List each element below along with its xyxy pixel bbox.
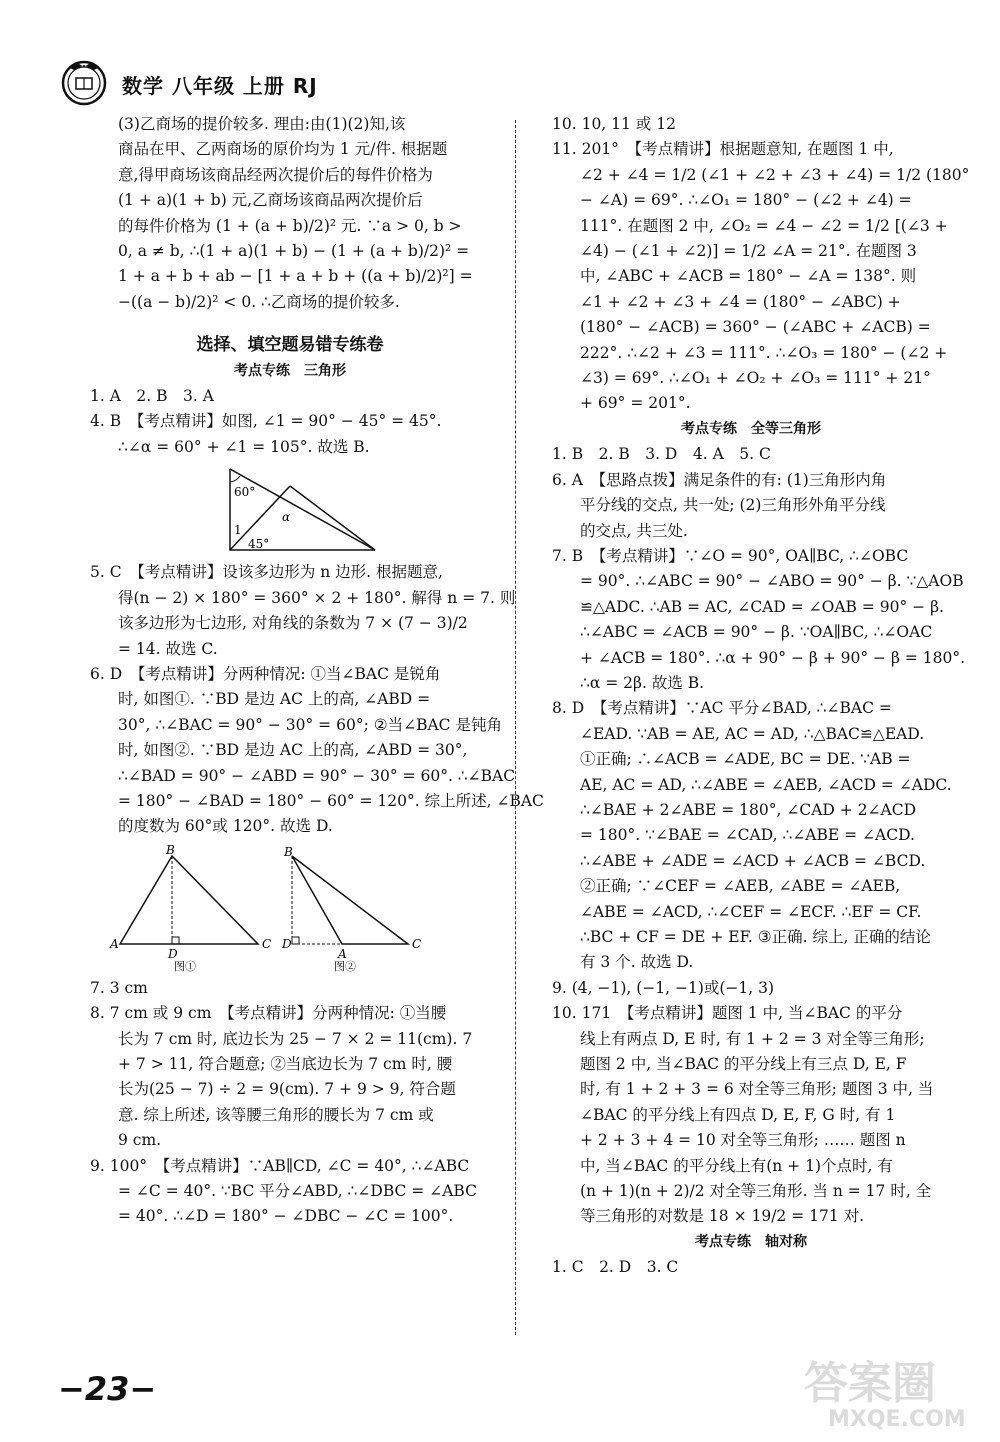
page-number: −23− [58,1370,157,1408]
answer-line: 10. 10, 11 或 12 [552,115,676,133]
answer-line: ∠ABE = ∠ACD, ∴∠CEF = ∠ECF. ∴EF = CF. [580,902,922,921]
answer-line: ∴∠ABE + ∠ADE = ∠ACD + ∠ACB = ∠BCD. [580,851,926,870]
text-line: (3)乙商场的提价较多. 理由:由(1)(2)知,该 [118,115,406,133]
answer-line: 题图 2 中, 当∠BAC 的平分线上有三点 D, E, F [580,1055,907,1074]
answer-line: (n + 1)(n + 2)/2 对全等三角形. 当 n = 17 时, 全 [580,1182,932,1201]
answer-line: = 180°. ∵∠BAE = ∠CAD, ∴∠ABE = ∠ACD. [580,826,915,845]
answer-line: = 90°. ∴∠ABC = 90° − ∠ABO = 90° − β. ∵△AOB [580,572,964,591]
subsection-title: 考点专练 全等三角形 [681,420,821,437]
answer-line: + 7 > 11, 符合题意; ②当底边长为 7 cm 时, 腰 [118,1054,453,1073]
answer-line: 5. C 【考点精讲】设该多边形为 n 边形. 根据题意, [90,563,443,582]
label-B1: B [166,842,175,857]
answer-line: ∴∠BAD = 90° − ∠ABD = 90° − 30° = 60°. ∴∠BAC [118,766,516,785]
answer-line: 该多边形为七边形, 对角线的条数为 7 × (7 − 3)/2 [118,614,468,633]
column-divider [515,120,516,1335]
answer-line: 的交点, 共三处. [580,521,688,540]
answer-line: 时, 如图①. ∵BD 是边 AC 上的高, ∠ABD = [118,690,431,709]
answer-line: ∠1 + ∠2 + ∠3 + ∠4 = (180° − ∠ABC) + [580,292,901,311]
answer-line: ∠4) − (∠1 + ∠2)] = 1/2 ∠A = 21°. 在题图 3 [580,242,917,261]
answer-line: 9 cm. [118,1131,162,1150]
answer-line: 222°. ∴∠2 + ∠3 = 111°. ∴∠O₃ = 180° − (∠2 + [580,343,948,362]
answer-line: 8. 7 cm 或 9 cm 【考点精讲】分两种情况: ①当腰 [90,1004,447,1023]
answer-line: 时, 如图②. ∵BD 是边 AC 上的高, ∠ABD = 30°, [118,741,468,760]
answer-line: 长为(25 − 7) ÷ 2 = 9(cm). 7 + 9 > 9, 符合题 [118,1080,456,1099]
figure-caption-2: 图② [334,959,356,973]
text-line: 商品在甲、乙两商场的原价均为 1 元/件. 根据题 [118,140,448,159]
answer-line: 得(n − 2) × 180° = 360° × 2 + 180°. 解得 n = 7. 则 [118,588,516,607]
angle-label-60: 60° [234,485,256,500]
answer-line: 6. A 【思路点拨】满足条件的有: (1)三角形内角 [552,470,887,489]
answer-line: ∴BC + CF = DE + EF. ③正确. 综上, 正确的结论 [580,928,931,946]
answer-line: 1. A 2. B 3. A [90,387,214,406]
intro-block [90,112,490,315]
label-D2: D [282,936,292,951]
answer-line: 的度数为 60°或 120°. 故选 D. [118,817,333,836]
answer-line: 平分线的交点, 共一处; (2)三角形外角平分线 [580,496,886,515]
answer-line: = 14. 故选 C. [118,639,218,658]
answer-line: = 180° − ∠BAD = 180° − 60° = 120°. 综上所述, ∠BAC [118,791,544,810]
label-D1: D [168,946,178,961]
answer-line: 等三角形的对数是 18 × 19/2 = 171 对. [580,1207,865,1226]
answer-line: = 40°. ∴∠D = 180° − ∠DBC − ∠C = 100°. [118,1207,454,1226]
answer-line: AE, AC = AD, ∴∠ABE = ∠AEB, ∠ACD = ∠ADC. [580,775,952,794]
answer-line: 9. 100° 【考点精讲】∵AB∥CD, ∠C = 40°, ∴∠ABC [90,1156,470,1175]
text-line: 意,得甲商场该商品经两次提价后的每件价格为 [118,165,433,184]
answer-line: 7. B 【考点精讲】∵∠O = 90°, OA∥BC, ∴∠OBC [552,546,909,565]
answer-line: ∴α = 2β. 故选 B. [580,673,705,692]
watermark-logo [798,1350,988,1432]
answer-line: ∴∠BAE + 2∠ABE = 180°, ∠CAD + 2∠ACD [580,800,917,819]
subsection-title: 考点专练 轴对称 [695,1233,807,1250]
answer-line: = ∠C = 40°. ∵BC 平分∠ABD, ∴∠DBC = ∠ABC [118,1182,477,1200]
answer-line: − ∠A) = 69°. ∴∠O₁ = 180° − (∠2 + ∠4) = [580,191,912,210]
label-B2: B [284,844,293,859]
answer-line: + ∠ACB = 180°. ∴α + 90° − β + 90° − β = 180°. [580,648,966,667]
answer-line: 6. D 【考点精讲】分两种情况: ①当∠BAC 是锐角 [90,664,441,683]
book-logo-icon [60,58,108,106]
answer-line: ∠BAC 的平分线上有四点 D, E, F, G 时, 有 1 [580,1105,896,1124]
figure-caption-1: 图① [174,959,196,973]
answer-line: 7. 3 cm [90,978,148,997]
answer-line: ∠EAD. ∵AB = AE, AC = AD, ∴△BAC≌△EAD. [580,724,925,743]
page-header [60,58,960,108]
answer-line: 有 3 个. 故选 D. [580,953,694,972]
answer-line: 中, ∠ABC + ∠ACB = 180° − ∠A = 138°. 则 [580,267,917,286]
answer-line: ∠2 + ∠4 = 1/2 (∠1 + ∠2 + ∠3 + ∠4) = 1/2 (180° [580,165,970,184]
answer-line: 4. B 【考点精讲】如图, ∠1 = 90° − 45° = 45°. [90,412,442,431]
answer-line: (180° − ∠ACB) = 360° − (∠ABC + ∠ACB) = [580,318,931,337]
answer-line: 111°. 在题图 2 中, ∠O₂ = ∠4 − ∠2 = 1/2 [(∠3 + [580,216,948,235]
header-title: 数学 八年级 上册 RJ [122,74,318,98]
answer-line: ①正确; ∴∠ACB = ∠ADE, BC = DE. ∵AB = [580,750,911,769]
answer-line: 10. 171 【考点精讲】题图 1 中, 当∠BAC 的平分 [552,1004,903,1023]
right-column [552,112,970,1281]
answer-line: 30°, ∴∠BAC = 90° − 30° = 60°; ②当∠BAC 是钝角 [118,715,502,734]
answer-line: ∠3) = 69°. ∴∠O₁ + ∠O₂ + ∠O₃ = 111° + 21° [580,369,931,388]
angle-label-alpha: α [282,510,291,525]
answer-line: 意. 综上所述, 该等腰三角形的腰长为 7 cm 或 [118,1105,434,1124]
answer-line: ∴∠α = 60° + ∠1 = 105°. 故选 B. [118,437,370,456]
angle-label-45: 45° [248,537,270,552]
answer-line: ≌△ADC. ∴AB = AC, ∠CAD = ∠OAB = 90° − β. [580,597,944,616]
answer-line: ∴∠ABC = ∠ACB = 90° − β. ∵OA∥BC, ∴∠OAC [580,623,933,642]
label-C1: C [262,936,272,951]
answer-line: 线上有两点 D, E 时, 有 1 + 2 = 3 对全等三角形; [580,1029,925,1048]
left-column [90,112,544,1230]
text-line: −((a − b)/2)² < 0. ∴乙商场的提价较多. [118,292,400,311]
label-A1: A [110,936,119,951]
answer-line: + 2 + 3 + 4 = 10 对全等三角形; …… 题图 n [580,1131,906,1150]
label-A2: A [338,946,347,961]
answer-line: 9. (4, −1), (−1, −1)或(−1, 3) [552,978,775,997]
watermark-url: MXQE.COM [828,1407,966,1432]
answer-line: 11. 201° 【考点精讲】根据题意知, 在题图 1 中, [552,140,894,159]
text-line: 的每件价格为 (1 + (a + b)/2)² 元. ∵a > 0, b > [118,216,462,235]
subsection-title: 考点专练 三角形 [234,362,346,379]
answer-line: 1. B 2. B 3. D 4. A 5. C [552,445,771,464]
answer-line: ②正确; ∵∠CEF = ∠AEB, ∠ABE = ∠AEB, [580,877,901,896]
answer-line: 长为 7 cm 时, 底边长为 25 − 7 × 2 = 11(cm). 7 [118,1029,473,1048]
watermark-text: 答案圈 [804,1358,936,1409]
answer-line: 时, 有 1 + 2 + 3 = 6 对全等三角形; 题图 3 中, 当 [580,1080,934,1099]
text-line: 0, a ≠ b, ∴(1 + a)(1 + b) − (1 + (a + b)/2)² = [118,242,470,261]
section-title: 选择、填空题易错专练卷 [196,335,384,356]
text-line: (1 + a)(1 + b) 元,乙商场该商品两次提价后 [118,191,423,210]
answer-line: 1. C 2. D 3. C [552,1258,679,1277]
angle-label-1: 1 [234,523,242,538]
answer-line: + 69° = 201°. [580,394,691,413]
triangle-figure-q4 [90,464,490,556]
answer-line: 中, 当∠BAC 的平分线上有(n + 1)个点时, 有 [580,1156,893,1175]
triangle-figures-q6 [90,844,490,972]
text-line: 1 + a + b + ab − [1 + a + b + ((a + b)/2)²] = [118,267,473,286]
answer-line: 8. D 【考点精讲】∵AC 平分∠BAD, ∴∠BAC = [552,699,892,718]
label-C2: C [412,936,422,951]
